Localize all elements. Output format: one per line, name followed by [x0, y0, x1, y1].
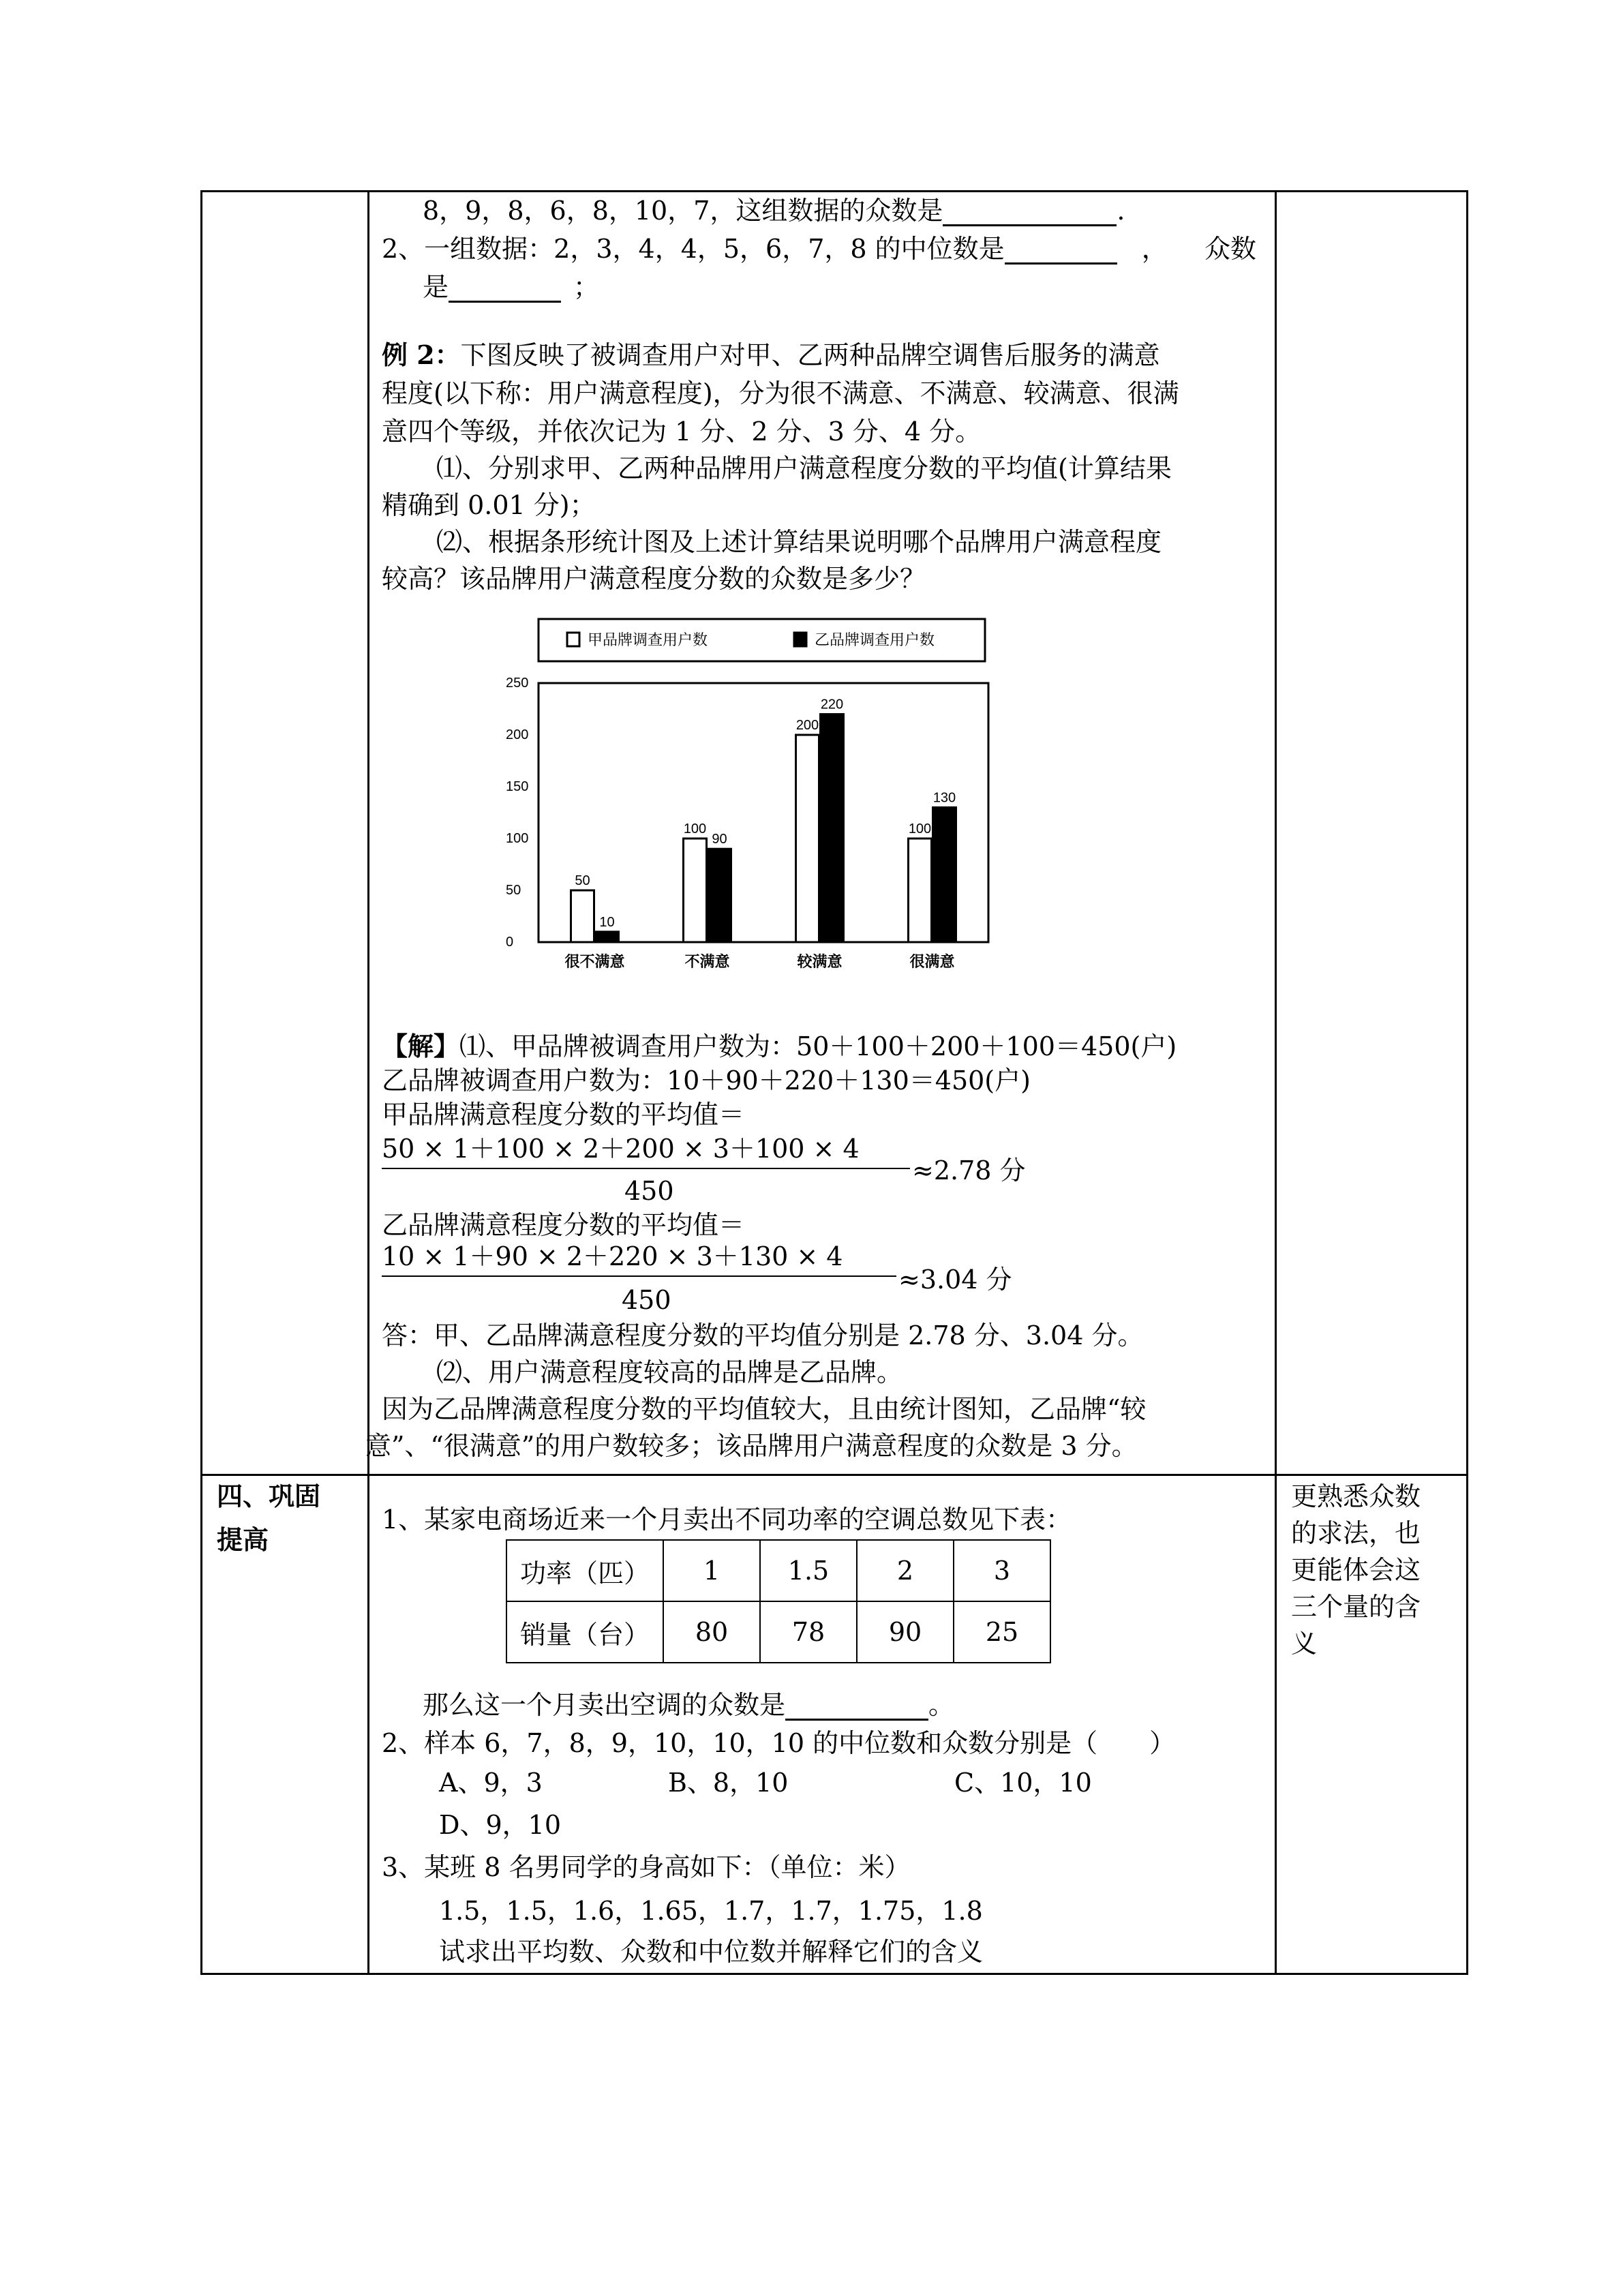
answer-blank[interactable] [449, 276, 561, 303]
answer-blank[interactable] [1005, 238, 1117, 265]
note-line: 三个量的含 [1291, 1592, 1421, 1622]
solution-part2: ⑵、用户满意程度较高的品牌是乙品牌。 [436, 1357, 903, 1387]
s4-option-a[interactable]: A、9，3 [439, 1768, 543, 1798]
q2-line-b: 是 ； [423, 272, 600, 302]
s4-q1: 1、某家电商场近来一个月卖出不同功率的空调总数见下表： [382, 1505, 1072, 1535]
table-cell: 78 [760, 1601, 857, 1663]
section4-title-line2: 提高 [217, 1524, 269, 1555]
note-line: 更熟悉众数 [1291, 1481, 1421, 1511]
table-border-left [200, 190, 202, 1975]
solution-line3: 甲品牌满意程度分数的平均值＝ [382, 1100, 745, 1130]
bar [708, 849, 731, 942]
data-label: 100 [683, 821, 707, 836]
row-divider [200, 1474, 1468, 1476]
section4-title-line1: 四、巩固 [217, 1481, 321, 1511]
solution-answer: 答：甲、乙品牌满意程度分数的平均值分别是 2.78 分、3.04 分。 [382, 1320, 1144, 1350]
column-divider-2 [1275, 190, 1277, 1975]
column-divider-1 [367, 190, 369, 1975]
data-label: 90 [712, 832, 727, 847]
legend-swatch [794, 633, 806, 646]
chart-legend [539, 619, 985, 661]
y-tick-label: 100 [506, 831, 529, 846]
example2-part2b: 较高？该品牌用户满意程度分数的众数是多少？ [382, 564, 926, 594]
x-tick-label: 不满意 [684, 953, 730, 970]
fraction1-bar [382, 1168, 910, 1169]
solution-reason2: 意”、“很满意”的用户数较多；该品牌用户满意程度的众数是 3 分。 [365, 1431, 1138, 1461]
legend-label: 乙品牌调查用户数 [815, 631, 935, 648]
q2-line-a: 2、一组数据：2，3，4，4，5，6，7，8 的中位数是 ， [382, 234, 1168, 264]
bar [933, 807, 956, 942]
data-label: 100 [908, 821, 932, 836]
data-label: 130 [932, 790, 956, 806]
table-cell: 90 [857, 1601, 954, 1663]
data-label: 50 [575, 873, 590, 888]
example2-line1: 例 2：下图反映了被调查用户对甲、乙两种品牌空调售后服务的满意 [382, 339, 1160, 370]
s4-option-d[interactable]: D、9，10 [439, 1810, 561, 1840]
fraction2-bar [382, 1275, 896, 1277]
table-cell: 1 [663, 1540, 760, 1601]
table-row [506, 1601, 1050, 1663]
y-tick-label: 200 [506, 727, 529, 742]
table-cell: 功率（匹） [506, 1540, 663, 1601]
fraction2-result: ≈3.04 分 [898, 1265, 1012, 1295]
table-cell: 1.5 [760, 1540, 857, 1601]
table-border-right [1466, 190, 1468, 1975]
s4-option-c[interactable]: C、10，10 [954, 1768, 1092, 1798]
s4-q2: 2、样本 6，7，8，9，10，10，10 的中位数和众数分别是（ ） [382, 1728, 1176, 1758]
table-cell: 3 [954, 1540, 1050, 1601]
solution-line1: 【解】⑴、甲品牌被调查用户数为：50＋100＋200＋100＝450(户) [382, 1031, 1177, 1061]
legend-label: 甲品牌调查用户数 [588, 631, 708, 648]
answer-blank[interactable] [943, 200, 1117, 226]
solution-line2: 乙品牌被调查用户数为：10＋90＋220＋130＝450(户) [382, 1066, 1031, 1096]
data-label: 200 [795, 718, 819, 733]
bar [684, 839, 707, 942]
fraction1-numerator: 50 × 1＋100 × 2＋200 × 3＋100 × 4 [382, 1134, 860, 1164]
y-tick-label: 50 [506, 883, 521, 898]
solution-reason1: 因为乙品牌满意程度分数的平均值较大，且由统计图知，乙品牌“较 [382, 1394, 1147, 1424]
chart-bars [571, 714, 956, 942]
chart-labels [564, 697, 956, 970]
q1-line: 8，9，8，6，8，10，7，这组数据的众数是 . [423, 196, 1125, 226]
example2-part1a: ⑴、分别求甲、乙两种品牌用户满意程度分数的平均值(计算结果 [436, 453, 1172, 483]
table-border-top [200, 190, 1468, 192]
satisfaction-bar-chart [506, 614, 1002, 982]
note-line: 更能体会这 [1291, 1555, 1421, 1585]
note-line: 义 [1291, 1629, 1318, 1659]
bar [596, 932, 619, 942]
example2-part2a: ⑵、根据条形统计图及上述计算结果说明哪个品牌用户满意程度 [436, 527, 1162, 557]
legend-swatch [567, 633, 579, 646]
answer-blank[interactable] [785, 1694, 928, 1721]
table-cell: 2 [857, 1540, 954, 1601]
bar [909, 839, 932, 942]
s4-q3: 3、某班 8 名男同学的身高如下：（单位：米） [382, 1852, 911, 1882]
bar [571, 890, 594, 942]
solution-line4: 乙品牌满意程度分数的平均值＝ [382, 1210, 745, 1240]
power-sales-table [506, 1539, 1051, 1663]
example2-line2: 程度(以下称：用户满意程度)，分为很不满意、不满意、较满意、很满 [382, 378, 1179, 408]
x-tick-label: 很不满意 [564, 953, 625, 970]
example2-part1b: 精确到 0.01 分)； [382, 490, 596, 520]
s4-option-b[interactable]: B、8，10 [668, 1768, 789, 1798]
fraction2-denominator: 450 [622, 1285, 671, 1315]
x-tick-label: 较满意 [797, 953, 843, 970]
y-tick-label: 250 [506, 676, 529, 691]
table-cell: 25 [954, 1601, 1050, 1663]
table-cell: 80 [663, 1601, 760, 1663]
y-tick-label: 150 [506, 779, 529, 794]
fraction1-result: ≈2.78 分 [912, 1155, 1026, 1185]
example2-line3: 意四个等级，并依次记为 1 分、2 分、3 分、4 分。 [382, 417, 982, 447]
table-cell: 销量（台） [506, 1601, 663, 1663]
s4-q3-data: 1.5，1.5，1.6，1.65，1.7，1.7，1.75，1.8 [439, 1896, 983, 1926]
table-border-bottom [200, 1973, 1468, 1975]
y-tick-label: 0 [506, 935, 514, 950]
x-tick-label: 很满意 [909, 953, 955, 970]
q2-zhongshu: 众数 [1204, 234, 1257, 264]
fraction2-numerator: 10 × 1＋90 × 2＋220 × 3＋130 × 4 [382, 1241, 843, 1271]
data-label: 220 [820, 697, 844, 712]
bar [796, 735, 819, 942]
data-label: 10 [599, 914, 615, 930]
fraction1-denominator: 450 [624, 1176, 674, 1206]
s4-q3-task: 试求出平均数、众数和中位数并解释它们的含义 [439, 1937, 984, 1967]
s4-q1-tail: 那么这一个月卖出空调的众数是 。 [423, 1690, 955, 1720]
table-row [506, 1540, 1050, 1601]
note-line: 的求法，也 [1291, 1518, 1421, 1548]
bar [821, 714, 844, 942]
